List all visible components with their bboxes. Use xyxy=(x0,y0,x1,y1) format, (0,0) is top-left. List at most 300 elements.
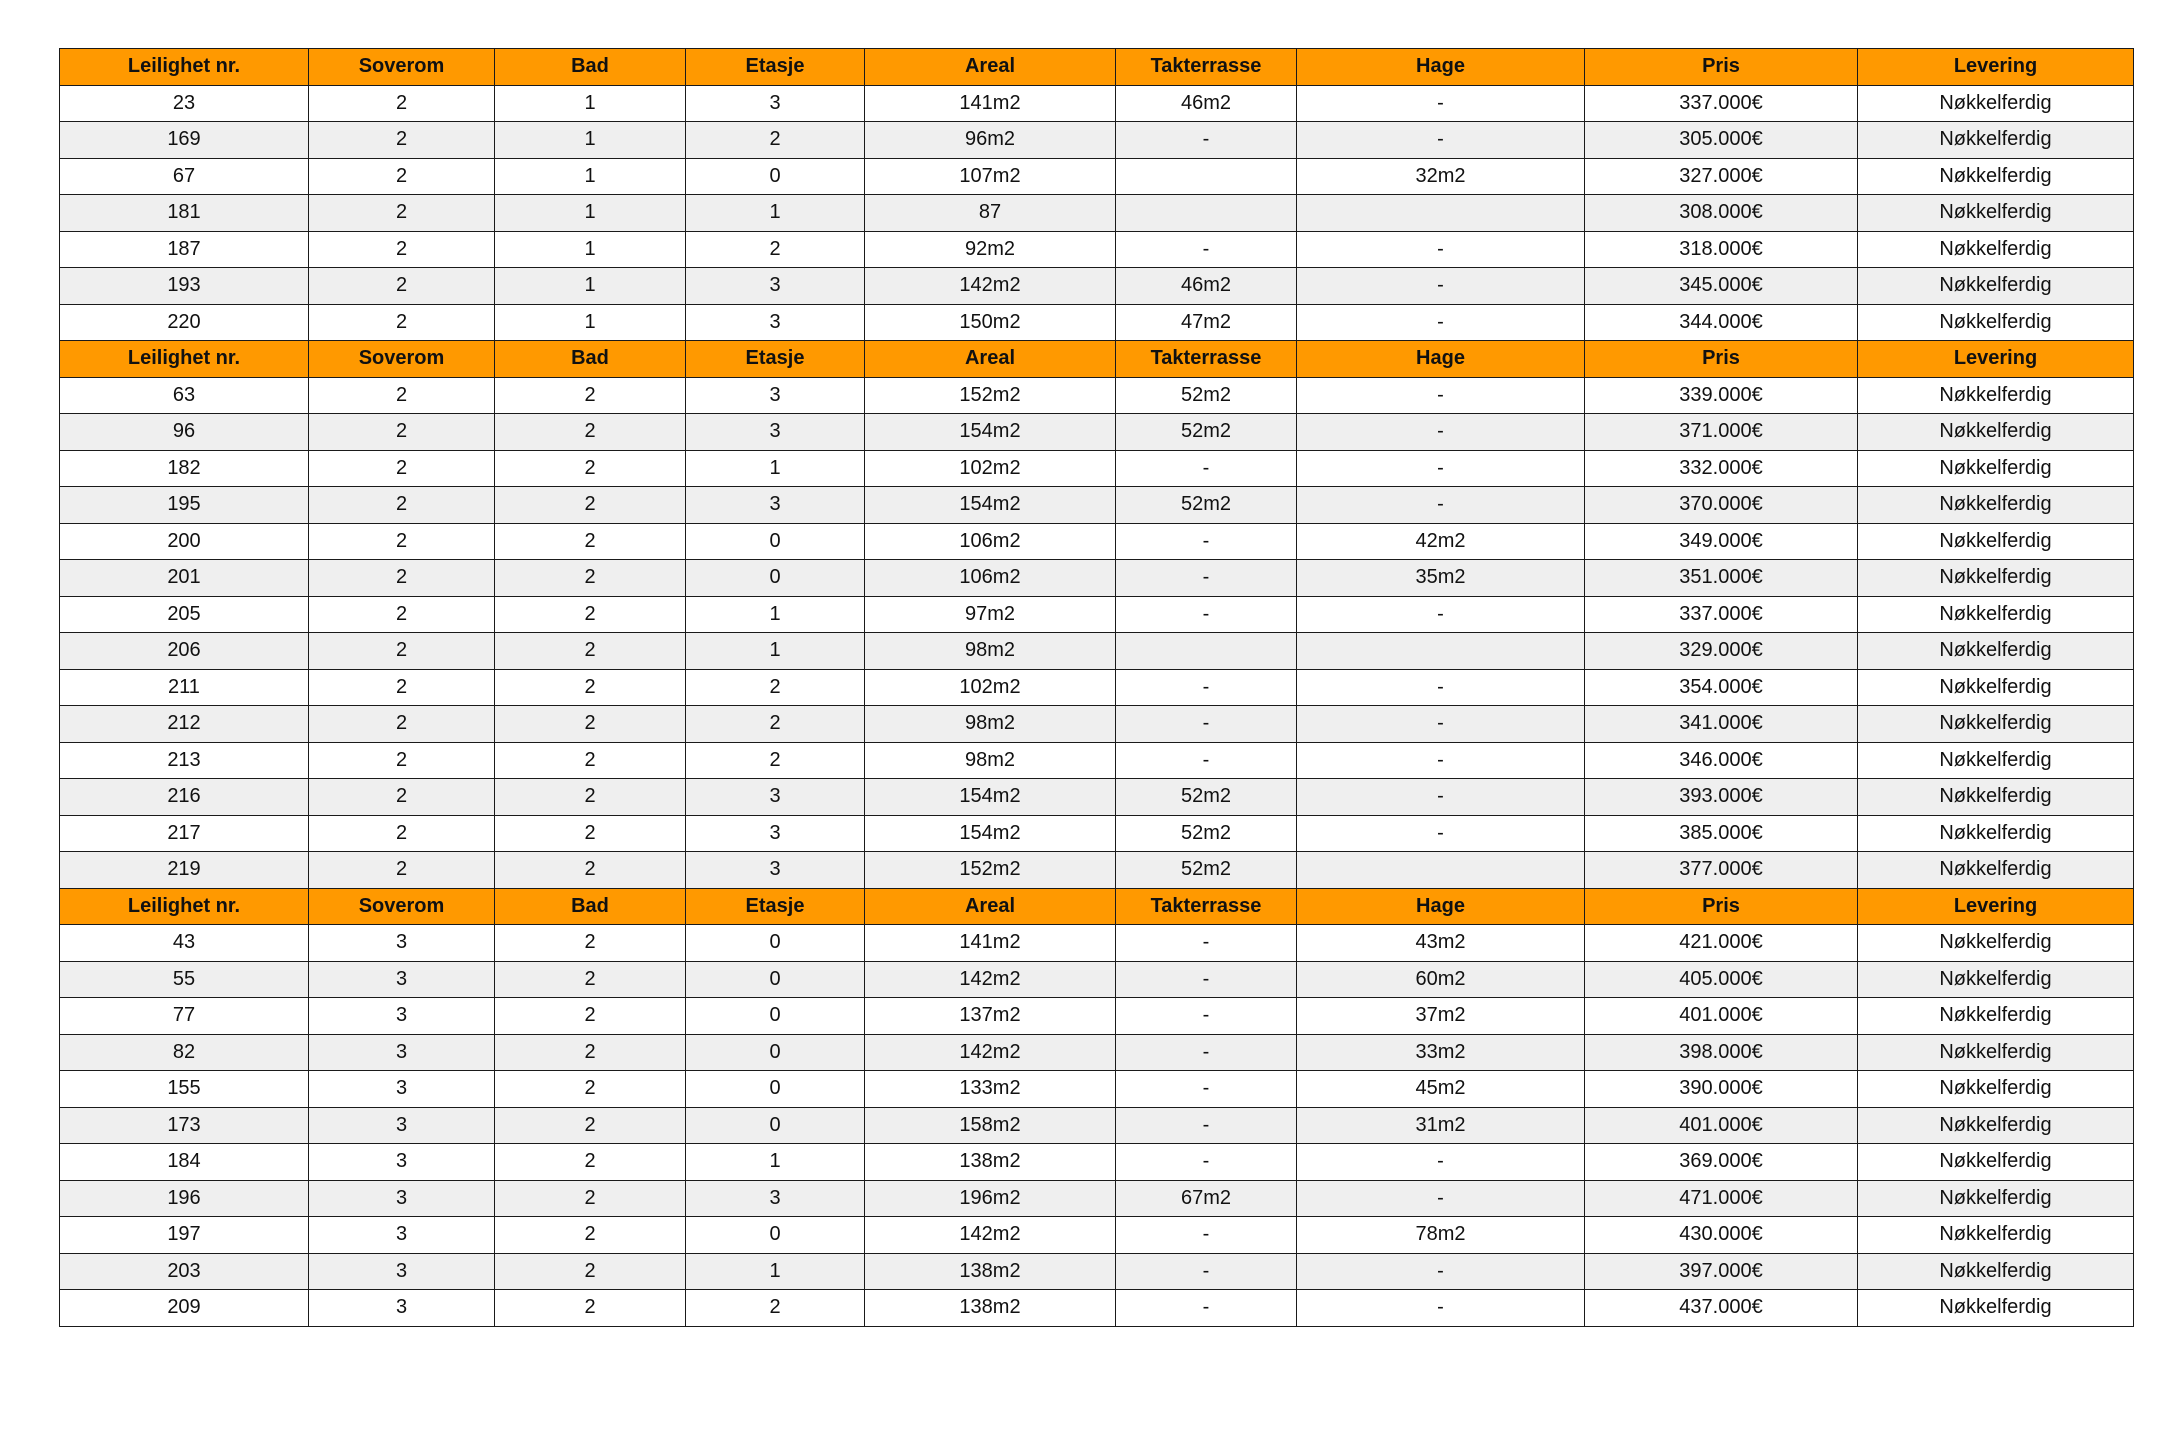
table-row xyxy=(60,1034,2134,1071)
cell-delivery: Nøkkelferdig xyxy=(1858,560,2134,597)
cell-floor: 3 xyxy=(686,377,865,414)
table-row xyxy=(60,122,2134,159)
cell-garden xyxy=(1297,852,1585,889)
cell-delivery: Nøkkelferdig xyxy=(1858,596,2134,633)
cell-roof-terrace xyxy=(1116,195,1297,232)
cell-apartment-number: 43 xyxy=(60,925,309,962)
cell-price: 337.000€ xyxy=(1585,85,1858,122)
cell-garden: - xyxy=(1297,414,1585,451)
cell-bedrooms: 3 xyxy=(309,1034,495,1071)
cell-garden: 42m2 xyxy=(1297,523,1585,560)
cell-floor: 1 xyxy=(686,1144,865,1181)
cell-apartment-number: 77 xyxy=(60,998,309,1035)
cell-bathrooms: 2 xyxy=(495,633,686,670)
table-row xyxy=(60,487,2134,524)
cell-apartment-number: 220 xyxy=(60,304,309,341)
cell-bathrooms: 1 xyxy=(495,304,686,341)
cell-delivery: Nøkkelferdig xyxy=(1858,1253,2134,1290)
cell-floor: 0 xyxy=(686,158,865,195)
header-garden: Hage xyxy=(1297,341,1585,378)
cell-floor: 2 xyxy=(686,122,865,159)
cell-price: 369.000€ xyxy=(1585,1144,1858,1181)
cell-area: 138m2 xyxy=(865,1144,1116,1181)
cell-floor: 2 xyxy=(686,706,865,743)
table-row xyxy=(60,1144,2134,1181)
table-row xyxy=(60,268,2134,305)
cell-garden: 32m2 xyxy=(1297,158,1585,195)
cell-delivery: Nøkkelferdig xyxy=(1858,268,2134,305)
cell-price: 370.000€ xyxy=(1585,487,1858,524)
cell-bathrooms: 1 xyxy=(495,268,686,305)
cell-price: 329.000€ xyxy=(1585,633,1858,670)
cell-garden: - xyxy=(1297,669,1585,706)
cell-bedrooms: 3 xyxy=(309,1144,495,1181)
table-row xyxy=(60,85,2134,122)
cell-floor: 3 xyxy=(686,779,865,816)
cell-roof-terrace: 52m2 xyxy=(1116,815,1297,852)
table-row xyxy=(60,596,2134,633)
cell-roof-terrace: - xyxy=(1116,961,1297,998)
cell-roof-terrace: - xyxy=(1116,669,1297,706)
cell-area: 106m2 xyxy=(865,560,1116,597)
cell-floor: 1 xyxy=(686,195,865,232)
cell-roof-terrace: - xyxy=(1116,998,1297,1035)
cell-roof-terrace: - xyxy=(1116,1034,1297,1071)
cell-roof-terrace: - xyxy=(1116,122,1297,159)
cell-garden: - xyxy=(1297,487,1585,524)
cell-area: 154m2 xyxy=(865,779,1116,816)
cell-roof-terrace xyxy=(1116,633,1297,670)
cell-bathrooms: 2 xyxy=(495,487,686,524)
cell-bedrooms: 3 xyxy=(309,925,495,962)
table-row xyxy=(60,231,2134,268)
table-row xyxy=(60,925,2134,962)
cell-apartment-number: 173 xyxy=(60,1107,309,1144)
cell-bathrooms: 2 xyxy=(495,560,686,597)
cell-area: 102m2 xyxy=(865,450,1116,487)
header-apartment-number: Leilighet nr. xyxy=(60,888,309,925)
header-garden: Hage xyxy=(1297,888,1585,925)
cell-bathrooms: 2 xyxy=(495,1071,686,1108)
cell-floor: 2 xyxy=(686,742,865,779)
table-row xyxy=(60,304,2134,341)
table-row xyxy=(60,742,2134,779)
cell-delivery: Nøkkelferdig xyxy=(1858,1107,2134,1144)
cell-delivery: Nøkkelferdig xyxy=(1858,231,2134,268)
cell-apartment-number: 216 xyxy=(60,779,309,816)
cell-delivery: Nøkkelferdig xyxy=(1858,158,2134,195)
header-area: Areal xyxy=(865,888,1116,925)
cell-roof-terrace: - xyxy=(1116,925,1297,962)
cell-floor: 1 xyxy=(686,1253,865,1290)
cell-bathrooms: 2 xyxy=(495,961,686,998)
cell-roof-terrace: 47m2 xyxy=(1116,304,1297,341)
cell-bathrooms: 1 xyxy=(495,85,686,122)
cell-floor: 3 xyxy=(686,852,865,889)
cell-price: 397.000€ xyxy=(1585,1253,1858,1290)
cell-roof-terrace: 52m2 xyxy=(1116,779,1297,816)
cell-garden: 35m2 xyxy=(1297,560,1585,597)
cell-delivery: Nøkkelferdig xyxy=(1858,85,2134,122)
cell-apartment-number: 169 xyxy=(60,122,309,159)
header-bathrooms: Bad xyxy=(495,341,686,378)
cell-bedrooms: 2 xyxy=(309,742,495,779)
cell-floor: 2 xyxy=(686,231,865,268)
cell-bedrooms: 2 xyxy=(309,231,495,268)
cell-price: 305.000€ xyxy=(1585,122,1858,159)
cell-bathrooms: 2 xyxy=(495,523,686,560)
cell-price: 308.000€ xyxy=(1585,195,1858,232)
cell-floor: 3 xyxy=(686,304,865,341)
cell-roof-terrace: - xyxy=(1116,1144,1297,1181)
cell-area: 87 xyxy=(865,195,1116,232)
cell-bathrooms: 2 xyxy=(495,1180,686,1217)
header-bedrooms: Soverom xyxy=(309,49,495,86)
cell-price: 471.000€ xyxy=(1585,1180,1858,1217)
cell-delivery: Nøkkelferdig xyxy=(1858,998,2134,1035)
cell-garden: - xyxy=(1297,304,1585,341)
table-row xyxy=(60,414,2134,451)
cell-bedrooms: 2 xyxy=(309,122,495,159)
cell-floor: 3 xyxy=(686,414,865,451)
cell-roof-terrace: - xyxy=(1116,560,1297,597)
cell-roof-terrace: 52m2 xyxy=(1116,377,1297,414)
cell-delivery: Nøkkelferdig xyxy=(1858,633,2134,670)
cell-bedrooms: 3 xyxy=(309,1107,495,1144)
cell-apartment-number: 184 xyxy=(60,1144,309,1181)
cell-area: 96m2 xyxy=(865,122,1116,159)
cell-bathrooms: 2 xyxy=(495,742,686,779)
table-body xyxy=(60,49,2134,1327)
cell-price: 354.000€ xyxy=(1585,669,1858,706)
cell-price: 327.000€ xyxy=(1585,158,1858,195)
cell-floor: 0 xyxy=(686,1217,865,1254)
cell-area: 92m2 xyxy=(865,231,1116,268)
header-apartment-number: Leilighet nr. xyxy=(60,49,309,86)
header-bathrooms: Bad xyxy=(495,888,686,925)
cell-bathrooms: 2 xyxy=(495,669,686,706)
cell-bedrooms: 2 xyxy=(309,414,495,451)
cell-bedrooms: 2 xyxy=(309,195,495,232)
cell-area: 138m2 xyxy=(865,1290,1116,1327)
cell-garden xyxy=(1297,633,1585,670)
table-row xyxy=(60,1071,2134,1108)
cell-area: 98m2 xyxy=(865,706,1116,743)
cell-price: 344.000€ xyxy=(1585,304,1858,341)
cell-floor: 0 xyxy=(686,1107,865,1144)
table-header-row xyxy=(60,341,2134,378)
cell-area: 142m2 xyxy=(865,1034,1116,1071)
table-row xyxy=(60,852,2134,889)
cell-price: 351.000€ xyxy=(1585,560,1858,597)
cell-apartment-number: 181 xyxy=(60,195,309,232)
header-floor: Etasje xyxy=(686,888,865,925)
table-row xyxy=(60,1290,2134,1327)
cell-floor: 3 xyxy=(686,487,865,524)
header-bathrooms: Bad xyxy=(495,49,686,86)
cell-floor: 0 xyxy=(686,925,865,962)
cell-roof-terrace: - xyxy=(1116,1217,1297,1254)
table-row xyxy=(60,998,2134,1035)
cell-apartment-number: 206 xyxy=(60,633,309,670)
cell-bathrooms: 2 xyxy=(495,414,686,451)
table-header-row xyxy=(60,49,2134,86)
cell-price: 437.000€ xyxy=(1585,1290,1858,1327)
cell-bathrooms: 2 xyxy=(495,852,686,889)
cell-delivery: Nøkkelferdig xyxy=(1858,669,2134,706)
cell-bathrooms: 1 xyxy=(495,231,686,268)
cell-roof-terrace: - xyxy=(1116,450,1297,487)
cell-floor: 1 xyxy=(686,450,865,487)
cell-apartment-number: 182 xyxy=(60,450,309,487)
cell-floor: 2 xyxy=(686,669,865,706)
cell-area: 158m2 xyxy=(865,1107,1116,1144)
table-row xyxy=(60,377,2134,414)
cell-area: 152m2 xyxy=(865,377,1116,414)
cell-price: 377.000€ xyxy=(1585,852,1858,889)
cell-bedrooms: 2 xyxy=(309,669,495,706)
cell-bathrooms: 2 xyxy=(495,1253,686,1290)
table-row xyxy=(60,669,2134,706)
cell-apartment-number: 96 xyxy=(60,414,309,451)
cell-apartment-number: 201 xyxy=(60,560,309,597)
cell-floor: 3 xyxy=(686,815,865,852)
cell-bedrooms: 3 xyxy=(309,1253,495,1290)
header-delivery: Levering xyxy=(1858,49,2134,86)
header-area: Areal xyxy=(865,341,1116,378)
cell-delivery: Nøkkelferdig xyxy=(1858,414,2134,451)
cell-bedrooms: 3 xyxy=(309,1071,495,1108)
cell-apartment-number: 82 xyxy=(60,1034,309,1071)
cell-price: 430.000€ xyxy=(1585,1217,1858,1254)
cell-apartment-number: 219 xyxy=(60,852,309,889)
cell-floor: 0 xyxy=(686,560,865,597)
header-bedrooms: Soverom xyxy=(309,341,495,378)
cell-area: 98m2 xyxy=(865,633,1116,670)
cell-delivery: Nøkkelferdig xyxy=(1858,925,2134,962)
cell-apartment-number: 203 xyxy=(60,1253,309,1290)
cell-apartment-number: 55 xyxy=(60,961,309,998)
cell-garden: - xyxy=(1297,231,1585,268)
cell-roof-terrace: 46m2 xyxy=(1116,268,1297,305)
cell-apartment-number: 195 xyxy=(60,487,309,524)
cell-bathrooms: 2 xyxy=(495,815,686,852)
table-row xyxy=(60,523,2134,560)
cell-bathrooms: 2 xyxy=(495,1217,686,1254)
cell-bathrooms: 1 xyxy=(495,195,686,232)
cell-roof-terrace: - xyxy=(1116,523,1297,560)
cell-delivery: Nøkkelferdig xyxy=(1858,195,2134,232)
cell-apartment-number: 200 xyxy=(60,523,309,560)
cell-roof-terrace: - xyxy=(1116,596,1297,633)
cell-bedrooms: 2 xyxy=(309,85,495,122)
header-apartment-number: Leilighet nr. xyxy=(60,341,309,378)
table-row xyxy=(60,779,2134,816)
table-row xyxy=(60,195,2134,232)
cell-delivery: Nøkkelferdig xyxy=(1858,852,2134,889)
cell-delivery: Nøkkelferdig xyxy=(1858,1071,2134,1108)
cell-roof-terrace: 52m2 xyxy=(1116,414,1297,451)
cell-garden: - xyxy=(1297,85,1585,122)
header-price: Pris xyxy=(1585,341,1858,378)
cell-price: 401.000€ xyxy=(1585,998,1858,1035)
cell-delivery: Nøkkelferdig xyxy=(1858,1180,2134,1217)
apartment-price-table xyxy=(59,48,2134,1327)
cell-delivery: Nøkkelferdig xyxy=(1858,742,2134,779)
cell-roof-terrace: - xyxy=(1116,706,1297,743)
cell-apartment-number: 197 xyxy=(60,1217,309,1254)
header-roof-terrace: Takterrasse xyxy=(1116,49,1297,86)
cell-garden: - xyxy=(1297,706,1585,743)
cell-delivery: Nøkkelferdig xyxy=(1858,122,2134,159)
header-price: Pris xyxy=(1585,888,1858,925)
cell-area: 154m2 xyxy=(865,414,1116,451)
table-row xyxy=(60,158,2134,195)
cell-area: 142m2 xyxy=(865,1217,1116,1254)
cell-roof-terrace xyxy=(1116,158,1297,195)
cell-floor: 0 xyxy=(686,1071,865,1108)
cell-apartment-number: 193 xyxy=(60,268,309,305)
header-floor: Etasje xyxy=(686,49,865,86)
cell-floor: 1 xyxy=(686,596,865,633)
cell-area: 97m2 xyxy=(865,596,1116,633)
cell-floor: 2 xyxy=(686,1290,865,1327)
cell-apartment-number: 217 xyxy=(60,815,309,852)
table-row xyxy=(60,1217,2134,1254)
cell-apartment-number: 209 xyxy=(60,1290,309,1327)
cell-bedrooms: 3 xyxy=(309,961,495,998)
cell-delivery: Nøkkelferdig xyxy=(1858,961,2134,998)
cell-area: 142m2 xyxy=(865,268,1116,305)
cell-apartment-number: 23 xyxy=(60,85,309,122)
cell-area: 98m2 xyxy=(865,742,1116,779)
cell-bedrooms: 2 xyxy=(309,779,495,816)
cell-area: 141m2 xyxy=(865,85,1116,122)
cell-price: 337.000€ xyxy=(1585,596,1858,633)
cell-bedrooms: 2 xyxy=(309,158,495,195)
cell-bedrooms: 2 xyxy=(309,304,495,341)
cell-garden: 37m2 xyxy=(1297,998,1585,1035)
cell-area: 150m2 xyxy=(865,304,1116,341)
header-roof-terrace: Takterrasse xyxy=(1116,888,1297,925)
table-row xyxy=(60,633,2134,670)
cell-garden: - xyxy=(1297,742,1585,779)
cell-bathrooms: 2 xyxy=(495,1034,686,1071)
cell-garden: 45m2 xyxy=(1297,1071,1585,1108)
cell-price: 339.000€ xyxy=(1585,377,1858,414)
cell-bedrooms: 2 xyxy=(309,450,495,487)
cell-area: 138m2 xyxy=(865,1253,1116,1290)
cell-area: 154m2 xyxy=(865,815,1116,852)
cell-bathrooms: 2 xyxy=(495,998,686,1035)
cell-bathrooms: 2 xyxy=(495,596,686,633)
cell-garden: - xyxy=(1297,122,1585,159)
cell-floor: 3 xyxy=(686,85,865,122)
cell-delivery: Nøkkelferdig xyxy=(1858,377,2134,414)
cell-floor: 3 xyxy=(686,1180,865,1217)
header-delivery: Levering xyxy=(1858,888,2134,925)
cell-garden: - xyxy=(1297,779,1585,816)
cell-delivery: Nøkkelferdig xyxy=(1858,779,2134,816)
cell-roof-terrace: - xyxy=(1116,742,1297,779)
cell-floor: 0 xyxy=(686,523,865,560)
cell-area: 137m2 xyxy=(865,998,1116,1035)
table-row xyxy=(60,1253,2134,1290)
cell-bathrooms: 2 xyxy=(495,1144,686,1181)
table-row xyxy=(60,560,2134,597)
cell-price: 405.000€ xyxy=(1585,961,1858,998)
cell-roof-terrace: - xyxy=(1116,1071,1297,1108)
cell-roof-terrace: - xyxy=(1116,231,1297,268)
cell-garden: - xyxy=(1297,815,1585,852)
cell-price: 421.000€ xyxy=(1585,925,1858,962)
cell-garden: 78m2 xyxy=(1297,1217,1585,1254)
cell-delivery: Nøkkelferdig xyxy=(1858,1034,2134,1071)
cell-apartment-number: 213 xyxy=(60,742,309,779)
cell-bedrooms: 2 xyxy=(309,633,495,670)
cell-area: 152m2 xyxy=(865,852,1116,889)
table-header-row xyxy=(60,888,2134,925)
header-bedrooms: Soverom xyxy=(309,888,495,925)
cell-apartment-number: 63 xyxy=(60,377,309,414)
cell-garden xyxy=(1297,195,1585,232)
cell-bathrooms: 1 xyxy=(495,122,686,159)
cell-price: 349.000€ xyxy=(1585,523,1858,560)
cell-bedrooms: 2 xyxy=(309,596,495,633)
cell-area: 106m2 xyxy=(865,523,1116,560)
cell-bathrooms: 2 xyxy=(495,706,686,743)
header-floor: Etasje xyxy=(686,341,865,378)
header-roof-terrace: Takterrasse xyxy=(1116,341,1297,378)
cell-price: 398.000€ xyxy=(1585,1034,1858,1071)
cell-floor: 0 xyxy=(686,998,865,1035)
table-row xyxy=(60,1107,2134,1144)
cell-bedrooms: 2 xyxy=(309,852,495,889)
cell-bathrooms: 2 xyxy=(495,1290,686,1327)
cell-bedrooms: 3 xyxy=(309,1180,495,1217)
cell-floor: 0 xyxy=(686,961,865,998)
cell-bathrooms: 1 xyxy=(495,158,686,195)
cell-roof-terrace: - xyxy=(1116,1290,1297,1327)
cell-bathrooms: 2 xyxy=(495,925,686,962)
cell-garden: - xyxy=(1297,1290,1585,1327)
cell-floor: 3 xyxy=(686,268,865,305)
cell-price: 385.000€ xyxy=(1585,815,1858,852)
cell-delivery: Nøkkelferdig xyxy=(1858,1290,2134,1327)
cell-apartment-number: 205 xyxy=(60,596,309,633)
cell-price: 393.000€ xyxy=(1585,779,1858,816)
cell-apartment-number: 67 xyxy=(60,158,309,195)
table-row xyxy=(60,1180,2134,1217)
cell-garden: - xyxy=(1297,1144,1585,1181)
cell-floor: 0 xyxy=(686,1034,865,1071)
cell-area: 142m2 xyxy=(865,961,1116,998)
cell-delivery: Nøkkelferdig xyxy=(1858,706,2134,743)
cell-delivery: Nøkkelferdig xyxy=(1858,815,2134,852)
cell-roof-terrace: 52m2 xyxy=(1116,852,1297,889)
cell-roof-terrace: - xyxy=(1116,1253,1297,1290)
cell-price: 332.000€ xyxy=(1585,450,1858,487)
cell-price: 345.000€ xyxy=(1585,268,1858,305)
cell-area: 154m2 xyxy=(865,487,1116,524)
cell-area: 102m2 xyxy=(865,669,1116,706)
cell-bedrooms: 2 xyxy=(309,706,495,743)
cell-area: 133m2 xyxy=(865,1071,1116,1108)
table-row xyxy=(60,961,2134,998)
header-price: Pris xyxy=(1585,49,1858,86)
cell-delivery: Nøkkelferdig xyxy=(1858,1217,2134,1254)
cell-bedrooms: 2 xyxy=(309,487,495,524)
